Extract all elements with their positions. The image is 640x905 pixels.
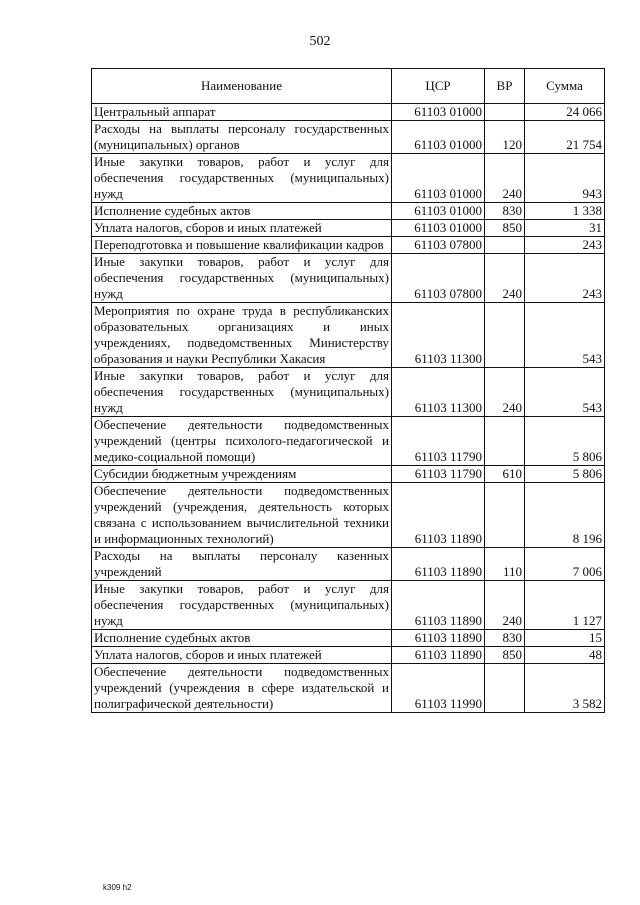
cell-sum: 48 (525, 647, 605, 664)
table-row (92, 237, 605, 254)
cell-csr: 61103 11890 (392, 483, 485, 548)
table-row (92, 417, 605, 466)
cell-sum: 24 066 (525, 104, 605, 121)
cell-name: Уплата налогов, сборов и иных платежей (92, 220, 392, 237)
cell-vr: 120 (485, 121, 525, 154)
cell-name: Иные закупки товаров, работ и услуг для обеспечения государственных (муниципальных) нужд (92, 581, 392, 630)
cell-csr: 61103 01000 (392, 121, 485, 154)
cell-vr (485, 664, 525, 713)
cell-vr: 830 (485, 630, 525, 647)
cell-csr: 61103 11790 (392, 466, 485, 483)
cell-vr: 850 (485, 647, 525, 664)
cell-csr: 61103 07800 (392, 237, 485, 254)
cell-vr (485, 237, 525, 254)
cell-name: Расходы на выплаты персоналу государственных (муниципальных) органов (92, 121, 392, 154)
cell-name: Расходы на выплаты персоналу казенных учреждений (92, 548, 392, 581)
cell-sum: 1 338 (525, 203, 605, 220)
cell-csr: 61103 11890 (392, 630, 485, 647)
cell-name: Исполнение судебных актов (92, 203, 392, 220)
table-row (92, 121, 605, 154)
header-csr: ЦСР (392, 69, 485, 104)
table-row (92, 664, 605, 713)
cell-csr: 61103 11890 (392, 581, 485, 630)
cell-csr: 61103 07800 (392, 254, 485, 303)
cell-name: Обеспечение деятельности подведомственных учреждений (учреждения в сфере издательской и полиграфической деятельности) (92, 664, 392, 713)
table-row (92, 203, 605, 220)
cell-sum: 543 (525, 368, 605, 417)
cell-sum: 8 196 (525, 483, 605, 548)
budget-table (91, 68, 605, 713)
cell-sum: 243 (525, 254, 605, 303)
cell-name: Центральный аппарат (92, 104, 392, 121)
cell-name: Иные закупки товаров, работ и услуг для обеспечения государственных (муниципальных) нужд (92, 368, 392, 417)
cell-name: Обеспечение деятельности подведомственных учреждений (учреждения, деятельность которых связана с использованием вычислительной техники и информационных технологий) (92, 483, 392, 548)
cell-csr: 61103 01000 (392, 154, 485, 203)
table-row (92, 647, 605, 664)
table-row (92, 220, 605, 237)
cell-sum: 243 (525, 237, 605, 254)
cell-csr: 61103 11300 (392, 303, 485, 368)
table-row (92, 630, 605, 647)
cell-name: Переподготовка и повышение квалификации кадров (92, 237, 392, 254)
cell-csr: 61103 11300 (392, 368, 485, 417)
table-row (92, 548, 605, 581)
table-row (92, 483, 605, 548)
table-body (92, 104, 605, 713)
cell-name: Иные закупки товаров, работ и услуг для обеспечения государственных (муниципальных) нужд (92, 254, 392, 303)
cell-vr: 610 (485, 466, 525, 483)
cell-vr (485, 104, 525, 121)
header-name: Наименование (92, 69, 392, 104)
cell-name: Иные закупки товаров, работ и услуг для обеспечения государственных (муниципальных) нужд (92, 154, 392, 203)
cell-csr: 61103 11890 (392, 548, 485, 581)
cell-sum: 21 754 (525, 121, 605, 154)
table-row (92, 154, 605, 203)
cell-name: Уплата налогов, сборов и иных платежей (92, 647, 392, 664)
cell-vr (485, 483, 525, 548)
table-row (92, 466, 605, 483)
cell-name: Исполнение судебных актов (92, 630, 392, 647)
page-number: 502 (309, 34, 331, 49)
cell-vr: 240 (485, 154, 525, 203)
table-row (92, 303, 605, 368)
cell-vr (485, 303, 525, 368)
cell-csr: 61103 11790 (392, 417, 485, 466)
cell-name: Субсидии бюджетным учреждениям (92, 466, 392, 483)
table-row (92, 581, 605, 630)
cell-vr: 850 (485, 220, 525, 237)
cell-sum: 3 582 (525, 664, 605, 713)
header-sum: Сумма (525, 69, 605, 104)
cell-sum: 943 (525, 154, 605, 203)
cell-sum: 31 (525, 220, 605, 237)
footer-code: k309 h2 (103, 883, 132, 892)
cell-csr: 61103 01000 (392, 220, 485, 237)
cell-name: Мероприятия по охране труда в республиканских образовательных организациях и иных учреждениях, подведомственных Министерству образования и науки Республики Хакасия (92, 303, 392, 368)
table-row (92, 368, 605, 417)
cell-sum: 7 006 (525, 548, 605, 581)
header-vr: ВР (485, 69, 525, 104)
cell-csr: 61103 01000 (392, 203, 485, 220)
cell-vr: 240 (485, 581, 525, 630)
cell-vr: 240 (485, 368, 525, 417)
table-header-row (92, 69, 605, 104)
cell-vr: 830 (485, 203, 525, 220)
cell-sum: 5 806 (525, 417, 605, 466)
cell-sum: 543 (525, 303, 605, 368)
cell-vr (485, 417, 525, 466)
cell-csr: 61103 01000 (392, 104, 485, 121)
cell-sum: 1 127 (525, 581, 605, 630)
cell-csr: 61103 11990 (392, 664, 485, 713)
table-row (92, 104, 605, 121)
cell-name: Обеспечение деятельности подведомственных учреждений (центры психолого-педагогической и медико-социальной помощи) (92, 417, 392, 466)
cell-vr: 110 (485, 548, 525, 581)
cell-sum: 15 (525, 630, 605, 647)
cell-csr: 61103 11890 (392, 647, 485, 664)
cell-sum: 5 806 (525, 466, 605, 483)
cell-vr: 240 (485, 254, 525, 303)
table-row (92, 254, 605, 303)
